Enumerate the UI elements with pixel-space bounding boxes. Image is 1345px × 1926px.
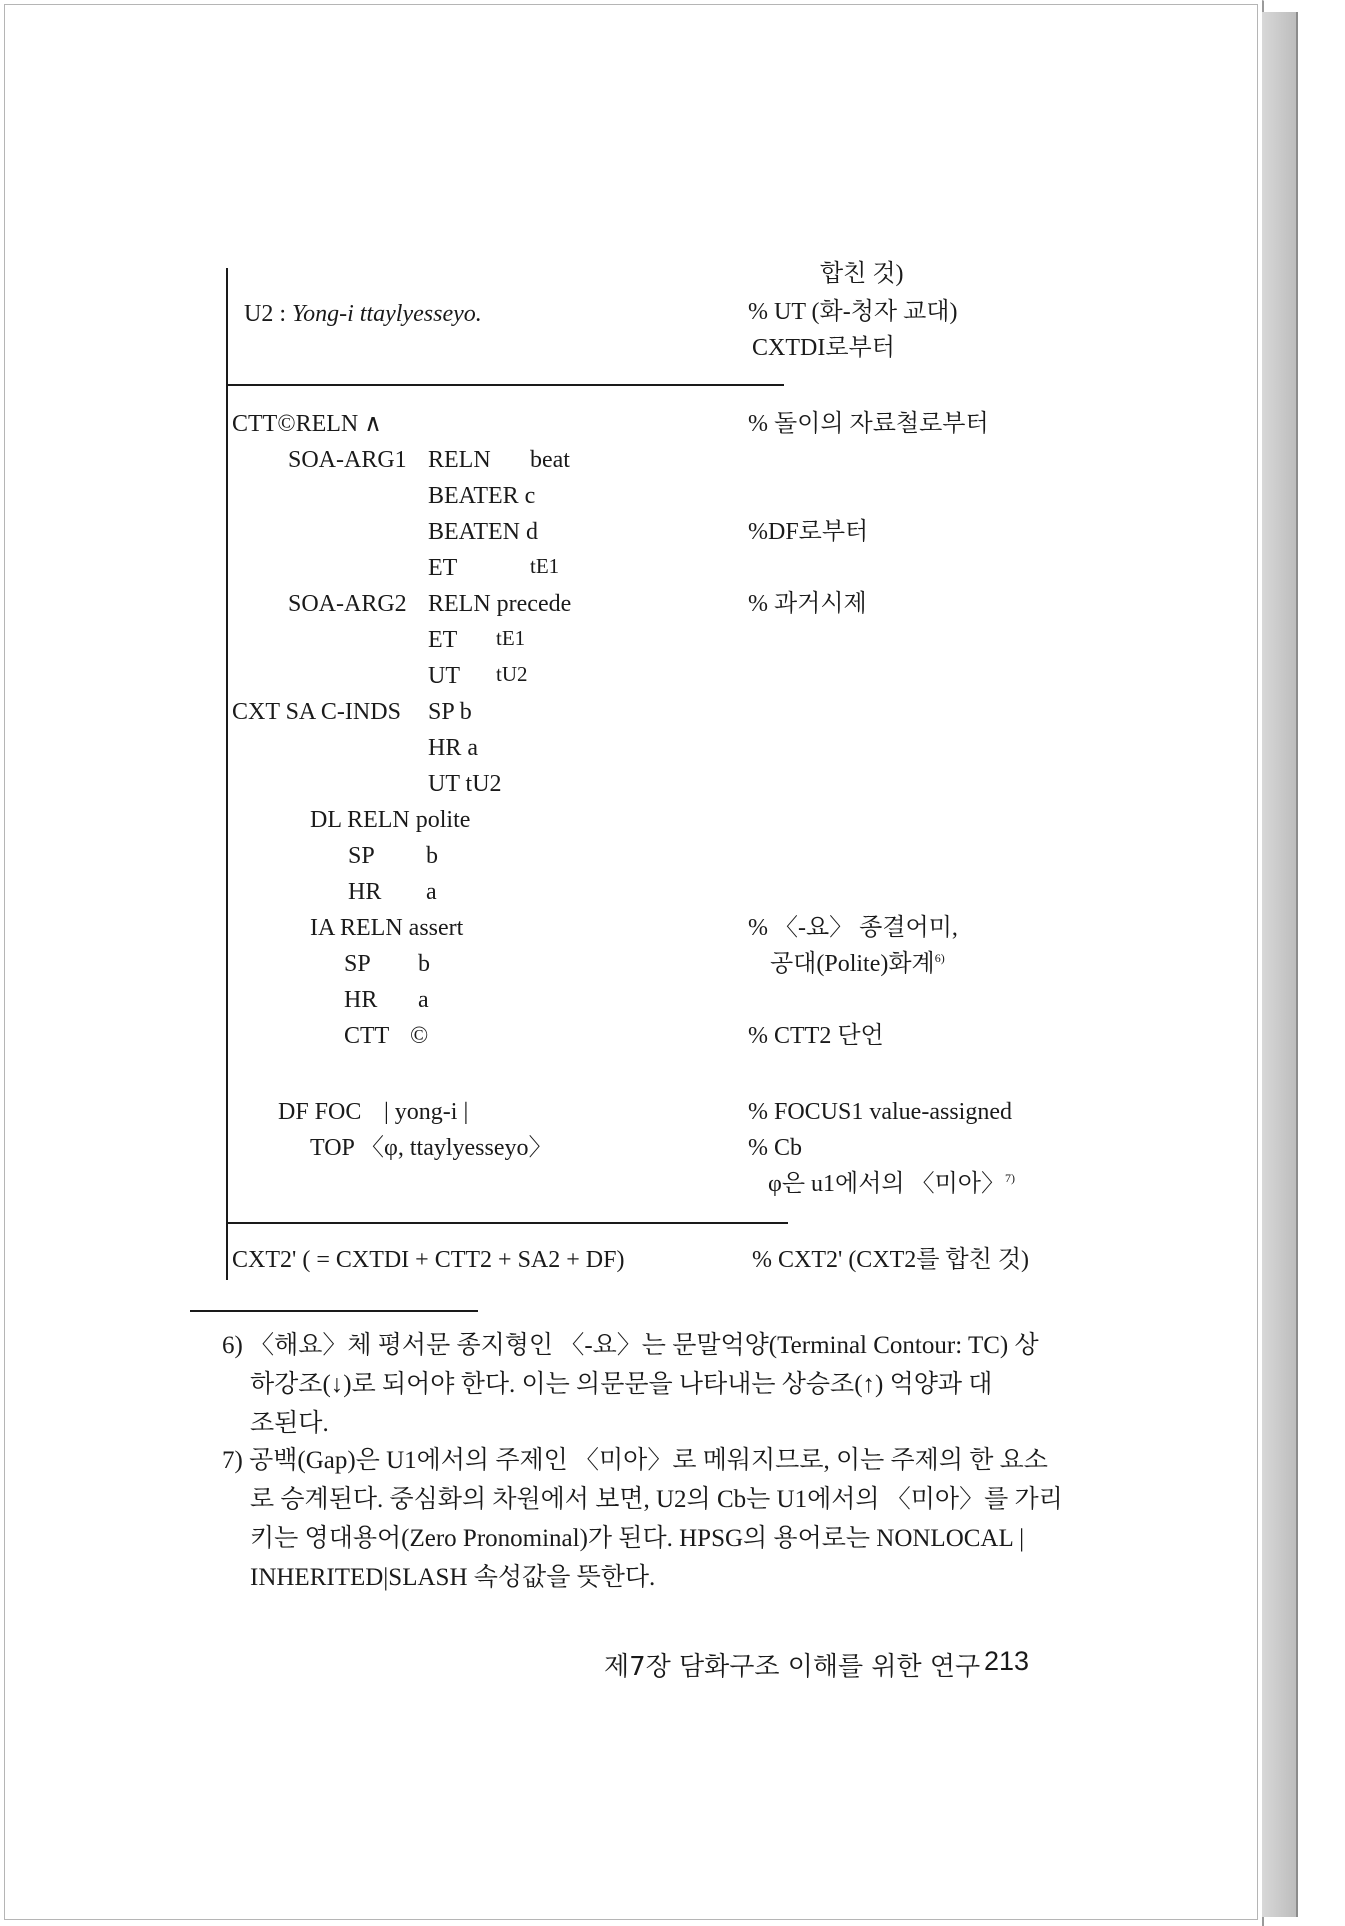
avm-top: TOP 〈φ, ttaylyesseyo〉 [310, 1135, 553, 1161]
avm-soa1-reln: RELN [428, 447, 491, 473]
footnote-7-line-3: 키는 영대용어(Zero Pronominal)가 된다. HPSG의 용어로는 NONLOCAL | [250, 1525, 1025, 1552]
comment-polite-text: 공대(Polite)화계 [770, 951, 935, 977]
comment-file: % 돌이의 자료철로부터 [748, 411, 989, 437]
avm-ut2: UT tU2 [428, 771, 502, 797]
avm-et1: ET [428, 555, 458, 581]
avm-hr2: HR [348, 879, 382, 905]
avm-soa1-reln-val: beat [530, 447, 570, 473]
footnote-6-line-3: 조된다. [250, 1410, 329, 1437]
comment-polite [770, 952, 945, 976]
avm-hr3-val: a [418, 987, 429, 1013]
footnote-ref-6: 6) [934, 951, 945, 965]
avm-hr2-val: a [426, 879, 437, 905]
avm-ctt3-val: © [410, 1023, 429, 1049]
header-line-0: 합친 것) [820, 261, 904, 287]
u2-label: U2 : [244, 301, 292, 327]
avm-ut1-val: tU2 [496, 662, 528, 686]
avm-soa2-reln: RELN precede [428, 591, 572, 617]
u2-text: Yong-i ttaylyesseyo. [292, 301, 482, 327]
comment-df: %DF로부터 [748, 519, 869, 545]
avm-soa-arg2: SOA-ARG2 [288, 591, 407, 617]
u2-utterance [244, 302, 482, 326]
avm-cxt-sa: CXT SA C-INDS [232, 699, 401, 725]
comment-cb: % Cb [748, 1135, 802, 1161]
avm-hr1: HR a [428, 735, 478, 761]
page-edge-corner [1262, 0, 1296, 12]
avm-ut1: UT [428, 663, 460, 689]
comment-ending: % 〈-요〉 종결어미, [748, 915, 958, 941]
avm-ctt3: CTT [344, 1023, 390, 1049]
avm-beater: BEATER c [428, 483, 536, 509]
footnote-6-line-1: 6) 〈해요〉체 평서문 종지형인 〈-요〉는 문말억양(Terminal Contour: TC) 상 [222, 1332, 1039, 1359]
footnote-separator [190, 1310, 478, 1312]
page-number: 213 [984, 1646, 1030, 1676]
running-footer-chapter: 제7장 담화구조 이해를 위한 연구 [604, 1652, 981, 1682]
avm-left-bracket [226, 268, 228, 1280]
avm-sp2: SP [348, 843, 375, 869]
avm-beaten: BEATEN d [428, 519, 538, 545]
avm-et1-val: tE1 [530, 554, 560, 578]
comment-phi [768, 1172, 1015, 1196]
header-line-2: CXTDI로부터 [752, 335, 895, 361]
avm-hr3: HR [344, 987, 378, 1013]
avm-cxt2-sum: CXT2' ( = CXTDI + CTT2 + SA2 + DF) [232, 1247, 625, 1273]
comment-focus: % FOCUS1 value-assigned [748, 1099, 1012, 1125]
avm-df-foc-val: | yong-i | [384, 1099, 469, 1125]
avm-df-foc: DF FOC [278, 1099, 362, 1125]
avm-sp2-val: b [426, 843, 438, 869]
avm-ia: IA RELN assert [310, 915, 464, 941]
comment-phi-text: φ은 u1에서의 〈미아〉 [768, 1171, 1005, 1197]
comment-ctt-assert: % CTT2 단언 [748, 1023, 884, 1049]
header-line-1: % UT (화-청자 교대) [748, 299, 958, 325]
page-frame [4, 4, 1258, 1920]
avm-et2: ET [428, 627, 458, 653]
avm-soa-arg1: SOA-ARG1 [288, 447, 407, 473]
divider-bottom [226, 1222, 788, 1224]
footnote-7-line-1: 7) 공백(Gap)은 U1에서의 주제인 〈미아〉로 메워지므로, 이는 주제의 한 요소 [222, 1447, 1048, 1474]
avm-dl: DL RELN polite [310, 807, 471, 833]
page-edge-shadow [1262, 12, 1298, 1917]
avm-sp3: SP [344, 951, 371, 977]
avm-sp3-val: b [418, 951, 430, 977]
divider-top [226, 384, 784, 386]
footnote-ref-7: 7) [1004, 1171, 1015, 1185]
footnote-6-line-2: 하강조(↓)로 되어야 한다. 이는 의문문을 나타내는 상승조(↑) 억양과 대 [250, 1371, 993, 1398]
footnote-7-line-2: 로 승계된다. 중심화의 차원에서 보면, U2의 Cb는 U1에서의 〈미아〉를 가리 [250, 1486, 1063, 1513]
footnote-7-line-4: INHERITED|SLASH 속성값을 뜻한다. [250, 1564, 656, 1591]
comment-cxt2: % CXT2' (CXT2를 합친 것) [752, 1247, 1030, 1273]
comment-past-tense: % 과거시제 [748, 591, 867, 617]
avm-et2-val: tE1 [496, 626, 526, 650]
avm-ctt: CTT©RELN ∧ [232, 411, 382, 437]
avm-sp1: SP b [428, 699, 472, 725]
